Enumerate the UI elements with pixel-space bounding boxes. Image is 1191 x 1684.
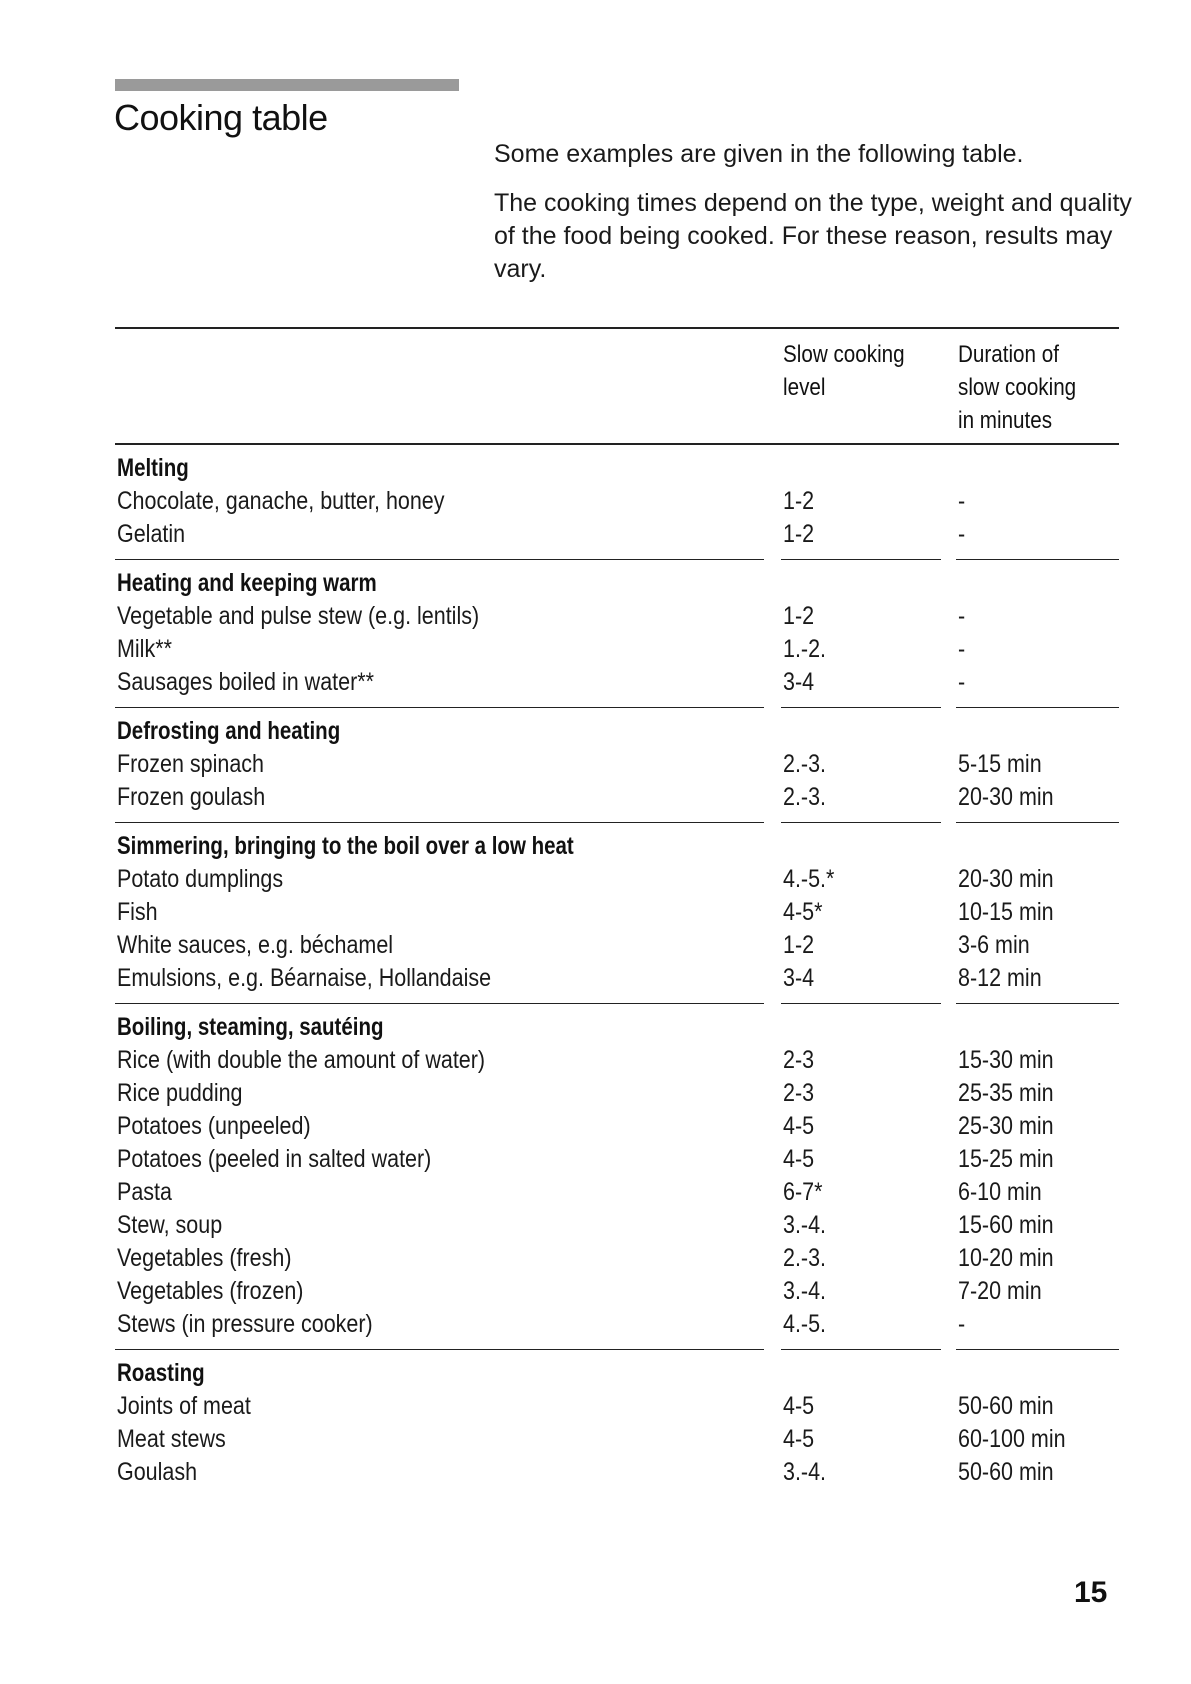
table-row (115, 1275, 1119, 1308)
table-row (115, 896, 1119, 929)
cooking-duration: 15-30 min (958, 1046, 1054, 1074)
table-section (115, 708, 1119, 823)
table-row (115, 518, 1119, 551)
intro-text (494, 138, 1134, 302)
section-heading: Simmering, bringing to the boil over a low heat (117, 832, 574, 860)
table-row (115, 1176, 1119, 1209)
section-heading: Heating and keeping warm (117, 569, 377, 597)
cooking-duration: 10-15 min (958, 898, 1054, 926)
table-row (115, 1044, 1119, 1077)
table-row (115, 666, 1119, 699)
cooking-level: 4-5* (783, 898, 823, 926)
cooking-level: 3.-4. (783, 1277, 827, 1305)
cooking-duration: 5-15 min (958, 750, 1042, 778)
intro-paragraph-1: Some examples are given in the following table. (494, 140, 1024, 168)
table-row (115, 1143, 1119, 1176)
cooking-duration: 25-30 min (958, 1112, 1054, 1140)
section-heading: Melting (117, 454, 189, 482)
food-item: Joints of meat (117, 1392, 251, 1420)
table-row (115, 1390, 1119, 1423)
cooking-duration: 20-30 min (958, 783, 1054, 811)
table-row (115, 1077, 1119, 1110)
cooking-level: 4-5 (783, 1392, 815, 1420)
table-row (115, 748, 1119, 781)
section-heading-row (115, 830, 1119, 863)
cooking-level: 4-5 (783, 1425, 815, 1453)
cooking-level: 4-5 (783, 1145, 815, 1173)
header-duration: Duration of slow cooking in minutes (958, 341, 1077, 434)
cooking-duration: 7-20 min (958, 1277, 1042, 1305)
cooking-duration: 8-12 min (958, 964, 1042, 992)
section-heading-row (115, 715, 1119, 748)
section-heading: Roasting (117, 1359, 205, 1387)
cooking-duration: - (958, 520, 966, 548)
food-item: Goulash (117, 1458, 198, 1486)
cooking-duration: 60-100 min (958, 1425, 1066, 1453)
cooking-duration: - (958, 602, 966, 630)
cooking-level: 4-5 (783, 1112, 815, 1140)
cooking-duration: 50-60 min (958, 1392, 1054, 1420)
table-row (115, 1110, 1119, 1143)
table-row (115, 863, 1119, 896)
section-heading: Boiling, steaming, sautéing (117, 1013, 384, 1041)
table-section (115, 823, 1119, 1004)
section-heading-row (115, 1357, 1119, 1390)
cooking-duration: 15-25 min (958, 1145, 1054, 1173)
food-item: Frozen spinach (117, 750, 265, 778)
food-item: Meat stews (117, 1425, 226, 1453)
cooking-level: 1.-2. (783, 635, 827, 663)
cooking-level: 4.-5.* (783, 865, 835, 893)
cooking-level: 3.-4. (783, 1211, 827, 1239)
header-slow-cooking-level: Slow cooking level (783, 341, 905, 401)
table-row (115, 781, 1119, 814)
food-item: Rice (with double the amount of water) (117, 1046, 486, 1074)
food-item: Vegetable and pulse stew (e.g. lentils) (117, 602, 480, 630)
cooking-level: 1-2 (783, 931, 815, 959)
cooking-duration: - (958, 635, 966, 663)
food-item: Milk** (117, 635, 172, 663)
cooking-level: 1-2 (783, 487, 815, 515)
cooking-duration: 10-20 min (958, 1244, 1054, 1272)
table-row (115, 1456, 1119, 1489)
section-heading: Defrosting and heating (117, 717, 341, 745)
table-row (115, 1308, 1119, 1341)
food-item: Frozen goulash (117, 783, 266, 811)
section-heading-row (115, 567, 1119, 600)
cooking-level: 3-4 (783, 668, 815, 696)
table-row (115, 1242, 1119, 1275)
food-item: Rice pudding (117, 1079, 243, 1107)
table-section (115, 445, 1119, 560)
food-item: Fish (117, 898, 158, 926)
cooking-level: 2.-3. (783, 750, 827, 778)
cooking-duration: 25-35 min (958, 1079, 1054, 1107)
cooking-level: 3.-4. (783, 1458, 827, 1486)
cooking-duration: - (958, 668, 966, 696)
table-section (115, 1004, 1119, 1350)
cooking-level: 1-2 (783, 520, 815, 548)
cooking-duration: 3-6 min (958, 931, 1030, 959)
cooking-duration: 20-30 min (958, 865, 1054, 893)
cooking-level: 1-2 (783, 602, 815, 630)
food-item: Sausages boiled in water** (117, 668, 374, 696)
cooking-duration: 6-10 min (958, 1178, 1042, 1206)
table-section (115, 1350, 1119, 1498)
section-heading-row (115, 1011, 1119, 1044)
cooking-duration: 50-60 min (958, 1458, 1054, 1486)
food-item: Potatoes (peeled in salted water) (117, 1145, 432, 1173)
page-number: 15 (1074, 1576, 1108, 1609)
table-row (115, 962, 1119, 995)
cooking-level: 2.-3. (783, 1244, 827, 1272)
cooking-duration: - (958, 487, 966, 515)
food-item: Potato dumplings (117, 865, 284, 893)
food-item: Vegetables (frozen) (117, 1277, 304, 1305)
table-header (115, 327, 1119, 445)
food-item: Vegetables (fresh) (117, 1244, 292, 1272)
cooking-level: 4.-5. (783, 1310, 827, 1338)
cooking-level: 3-4 (783, 964, 815, 992)
table-row (115, 1423, 1119, 1456)
title-rule (115, 79, 459, 91)
intro-paragraph-2: The cooking times depend on the type, weight and quality of the food being cooked. For these reason, results may vary. (494, 189, 1132, 283)
table-section (115, 560, 1119, 708)
table-row (115, 600, 1119, 633)
section-heading-row (115, 452, 1119, 485)
page-title: Cooking table (114, 97, 328, 138)
cooking-duration: - (958, 1310, 966, 1338)
food-item: Chocolate, ganache, butter, honey (117, 487, 445, 515)
table-row (115, 485, 1119, 518)
food-item: Pasta (117, 1178, 172, 1206)
table-row (115, 1209, 1119, 1242)
table-row (115, 929, 1119, 962)
food-item: Stew, soup (117, 1211, 223, 1239)
food-item: Gelatin (117, 520, 186, 548)
cooking-level: 2.-3. (783, 783, 827, 811)
cooking-level: 6-7* (783, 1178, 823, 1206)
cooking-table (115, 327, 1119, 1498)
food-item: Emulsions, e.g. Béarnaise, Hollandaise (117, 964, 492, 992)
food-item: Stews (in pressure cooker) (117, 1310, 373, 1338)
food-item: Potatoes (unpeeled) (117, 1112, 311, 1140)
cooking-duration: 15-60 min (958, 1211, 1054, 1239)
cooking-level: 2-3 (783, 1046, 815, 1074)
food-item: White sauces, e.g. béchamel (117, 931, 394, 959)
table-row (115, 633, 1119, 666)
cooking-level: 2-3 (783, 1079, 815, 1107)
table-body (115, 445, 1119, 1498)
